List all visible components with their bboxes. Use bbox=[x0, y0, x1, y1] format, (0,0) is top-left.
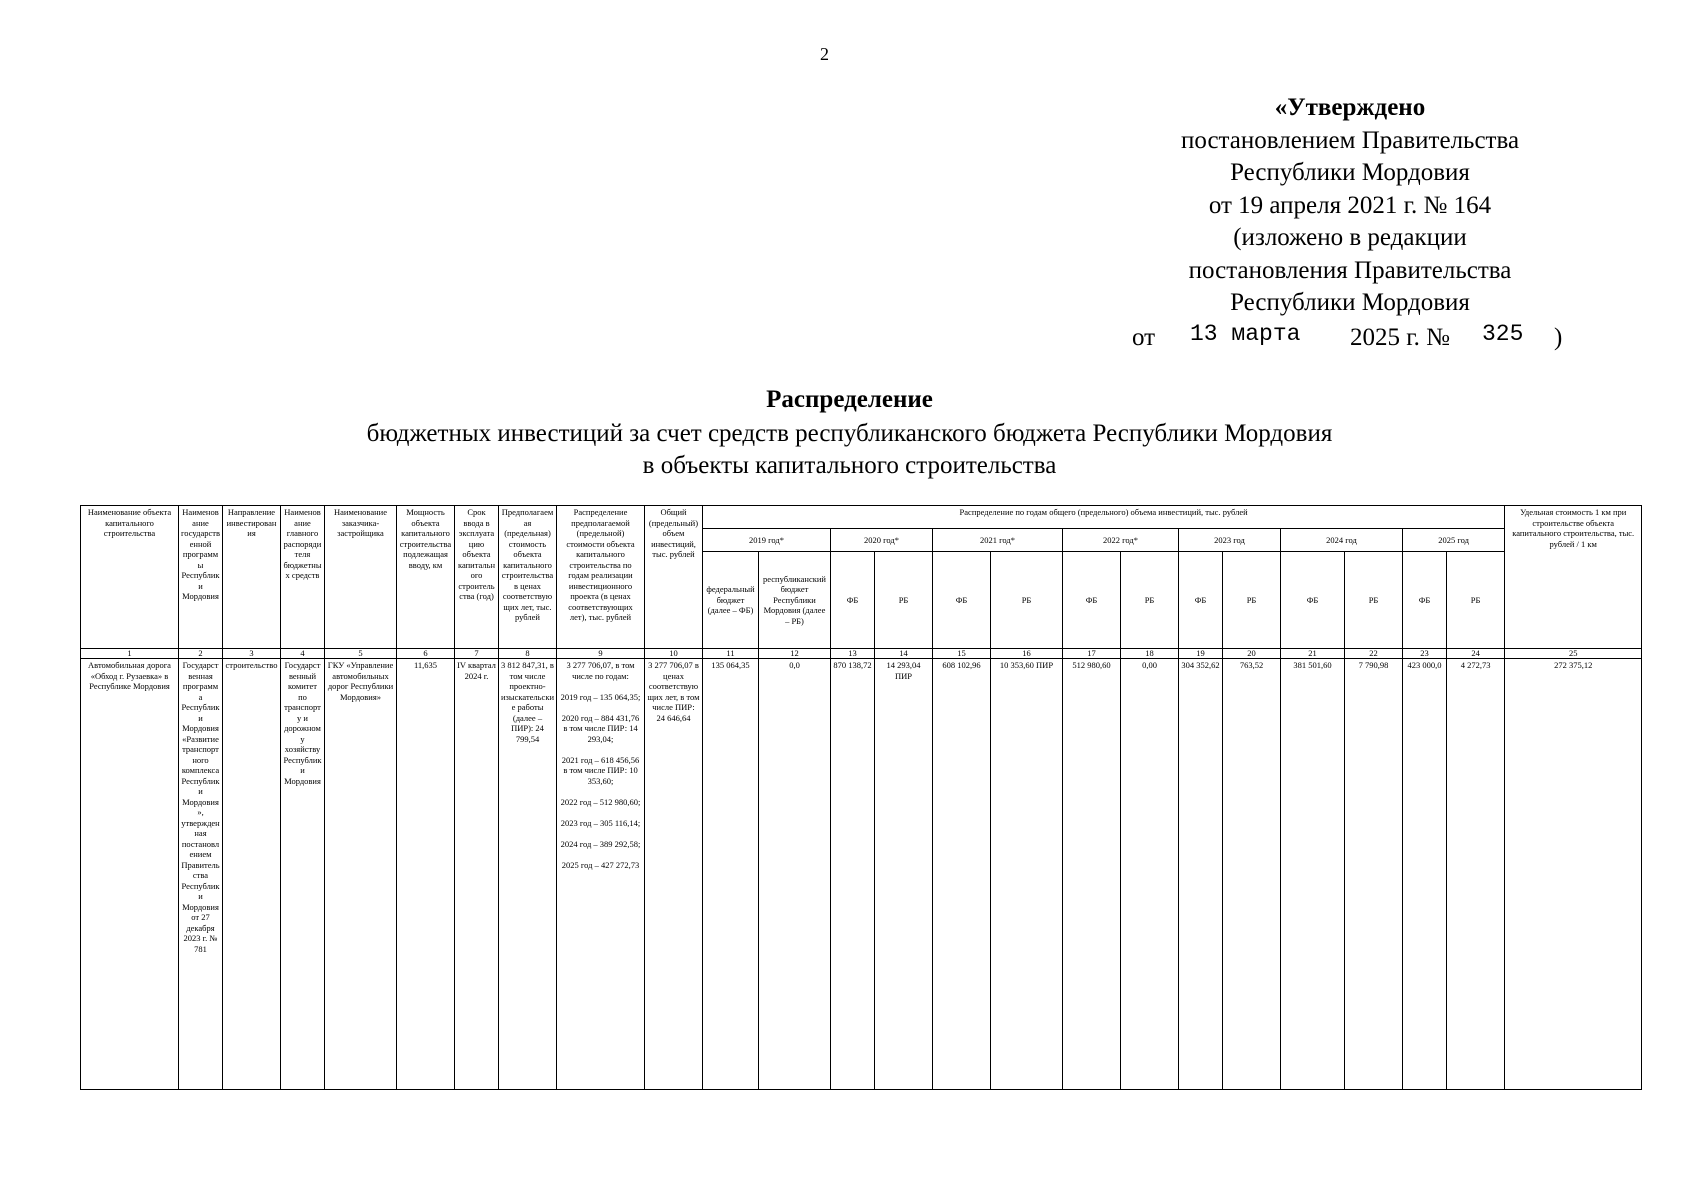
cell-fb-2019: 135 064,35 bbox=[703, 659, 759, 1090]
header-year-2024: 2024 год bbox=[1281, 529, 1403, 552]
header-rb-2022: РБ bbox=[1121, 552, 1179, 649]
column-number: 20 bbox=[1223, 649, 1281, 659]
cell-rb-2019: 0,0 bbox=[759, 659, 831, 1090]
approval-line-2: Республики Мордовия bbox=[1230, 159, 1470, 186]
header-commission-date: Срок ввода в эксплуатацию объекта капитального строительства (год) bbox=[455, 506, 499, 649]
header-year-2022: 2022 год* bbox=[1063, 529, 1179, 552]
column-number: 4 bbox=[281, 649, 325, 659]
column-number: 9 bbox=[557, 649, 645, 659]
column-number: 15 bbox=[933, 649, 991, 659]
column-number: 13 bbox=[831, 649, 875, 659]
column-number: 5 bbox=[325, 649, 397, 659]
date-close: ) bbox=[1554, 323, 1563, 351]
header-fb-2021: ФБ bbox=[933, 552, 991, 649]
header-year-2019: 2019 год* bbox=[703, 529, 831, 552]
document-title: Распределение bbox=[766, 386, 933, 413]
header-total-investment: Общий (предельный) объем инвестиций, тыс. рублей bbox=[645, 506, 703, 649]
header-manager: Наименование главного распорядителя бюджетных средств bbox=[281, 506, 325, 649]
approval-line-3: от 19 апреля 2021 г. № 164 bbox=[1208, 191, 1492, 219]
date-year: 2025 г. № bbox=[1350, 323, 1451, 351]
header-program: Наименование государственной программы Республики Мордовия bbox=[179, 506, 223, 649]
cell-object-name: Автомобильная дорога «Обход г. Рузаевка» в Республике Мордовия bbox=[81, 659, 179, 1090]
header-capacity: Мощность объекта капитального строительства подлежащая вводу, км bbox=[397, 506, 455, 649]
approval-line-1: постановлением Правительства bbox=[1180, 126, 1520, 154]
cell-commission-date: IV квартал 2024 г. bbox=[455, 659, 499, 1090]
cell-fb-2022: 512 980,60 bbox=[1063, 659, 1121, 1090]
header-fb-2023: ФБ bbox=[1179, 552, 1223, 649]
column-number: 24 bbox=[1447, 649, 1505, 659]
column-number: 6 bbox=[397, 649, 455, 659]
column-numbers-row bbox=[81, 649, 1642, 659]
header-direction: Направление инвестирования bbox=[223, 506, 281, 649]
column-number: 18 bbox=[1121, 649, 1179, 659]
header-rb-2021: РБ bbox=[991, 552, 1063, 649]
cell-rb-2020: 14 293,04 ПИР bbox=[875, 659, 933, 1090]
header-object-name: Наименование объекта капитального строительства bbox=[81, 506, 179, 649]
cell-rb-2025: 4 272,73 bbox=[1447, 659, 1505, 1090]
cell-fb-2024: 381 501,60 bbox=[1281, 659, 1345, 1090]
column-number: 17 bbox=[1063, 649, 1121, 659]
date-day-month: 13 марта bbox=[1190, 320, 1301, 347]
date-number: 325 bbox=[1482, 320, 1524, 347]
header-rb-2023: РБ bbox=[1223, 552, 1281, 649]
cell-fb-2025: 423 000,0 bbox=[1403, 659, 1447, 1090]
header-year-2023: 2023 год bbox=[1179, 529, 1281, 552]
header-year-2025: 2025 год bbox=[1403, 529, 1505, 552]
cell-fb-2021: 608 102,96 bbox=[933, 659, 991, 1090]
column-number: 2 bbox=[179, 649, 223, 659]
header-rb-2025: РБ bbox=[1447, 552, 1505, 649]
header-year-2020: 2020 год* bbox=[831, 529, 933, 552]
column-number: 23 bbox=[1403, 649, 1447, 659]
cell-direction: строительство bbox=[223, 659, 281, 1090]
column-number: 7 bbox=[455, 649, 499, 659]
header-cost-distribution: Распределение предполагаемой (предельной) стоимости объекта капитального строительства по годам реализации инвестиционного проекта (в ценах соответствующих лет), тыс. рублей bbox=[557, 506, 645, 649]
column-number: 22 bbox=[1345, 649, 1403, 659]
column-number: 21 bbox=[1281, 649, 1345, 659]
header-fb-2024: ФБ bbox=[1281, 552, 1345, 649]
cell-estimated-cost: 3 812 847,31, в том числе проектно-изыскательские работы (далее – ПИР): 24 799,54 bbox=[499, 659, 557, 1090]
approval-line-6: Республики Мордовия bbox=[1230, 289, 1470, 316]
cell-capacity: 11,635 bbox=[397, 659, 455, 1090]
cell-total-investment: 3 277 706,07 в ценах соответствующих лет, в том числе ПИР: 24 646,64 bbox=[645, 659, 703, 1090]
column-number: 3 bbox=[223, 649, 281, 659]
cell-customer: ГКУ «Управление автомобильных дорог Республики Мордовия» bbox=[325, 659, 397, 1090]
column-number: 25 bbox=[1505, 649, 1642, 659]
header-rb-2019: республиканский бюджет Республики Мордовия (далее – РБ) bbox=[759, 552, 831, 649]
column-number: 14 bbox=[875, 649, 933, 659]
header-rb-2020: РБ bbox=[875, 552, 933, 649]
approval-title: «Утверждено bbox=[1274, 94, 1426, 121]
header-estimated-cost: Предполагаемая (предельная) стоимость объекта капитального строительства в ценах соответствующих лет, тыс. рублей bbox=[499, 506, 557, 649]
header-fb-2025: ФБ bbox=[1403, 552, 1447, 649]
cell-fb-2023: 304 352,62 bbox=[1179, 659, 1223, 1090]
cell-rb-2021: 10 353,60 ПИР bbox=[991, 659, 1063, 1090]
header-customer: Наименование заказчика-застройщика bbox=[325, 506, 397, 649]
column-number: 12 bbox=[759, 649, 831, 659]
header-fb-2020: ФБ bbox=[831, 552, 875, 649]
cell-rb-2022: 0,00 bbox=[1121, 659, 1179, 1090]
column-number: 16 bbox=[991, 649, 1063, 659]
header-unit-cost: Удельная стоимость 1 км при строительстве объекта капитального строительства, тыс. рублей / 1 км bbox=[1505, 506, 1642, 649]
column-number: 11 bbox=[703, 649, 759, 659]
cell-rb-2023: 763,52 bbox=[1223, 659, 1281, 1090]
approval-line-5: постановления Правительства bbox=[1188, 256, 1512, 284]
table-row bbox=[81, 659, 1642, 1090]
cell-rb-2024: 7 790,98 bbox=[1345, 659, 1403, 1090]
cell-manager: Государственный комитет по транспорту и дорожному хозяйству Республики Мордовия bbox=[281, 659, 325, 1090]
header-rb-2024: РБ bbox=[1345, 552, 1403, 649]
approval-line-4: (изложено в редакции bbox=[1233, 224, 1467, 251]
page-number: 2 bbox=[820, 44, 829, 64]
cell-cost-distribution: 3 277 706,07, в том числе по годам: 2019 год – 135 064,35; 2020 год – 884 431,76 в том числе ПИР: 14 293,04; 2021 год – 618 456,56 в том числе ПИР: 10 353,60; 2022 год – 512 980,60; 2023 год – 305 116,14; 2024 год – 389 292,58; 2025 год – 427 272,73 bbox=[557, 659, 645, 1090]
cell-program: Государственная программа Республики Мордовия «Развитие транспортного комплекса Республики Мордовия», утвержденная постановлением Правительства Республики Мордовия от 27 декабря 2023 г. № 781 bbox=[179, 659, 223, 1090]
cell-unit-cost: 272 375,12 bbox=[1505, 659, 1642, 1090]
column-number: 19 bbox=[1179, 649, 1223, 659]
document-subtitle-2: в объекты капитального строительства bbox=[642, 452, 1057, 479]
cell-fb-2020: 870 138,72 bbox=[831, 659, 875, 1090]
column-number: 1 bbox=[81, 649, 179, 659]
date-prefix: от bbox=[1132, 323, 1156, 351]
investment-table bbox=[80, 505, 1642, 1090]
column-number: 10 bbox=[645, 649, 703, 659]
header-year-2021: 2021 год* bbox=[933, 529, 1063, 552]
header-distribution-by-years: Распределение по годам общего (предельного) объема инвестиций, тыс. рублей bbox=[703, 506, 1505, 529]
column-number: 8 bbox=[499, 649, 557, 659]
approval-date-line bbox=[1132, 320, 1563, 354]
header-fb-2019: федеральный бюджет (далее – ФБ) bbox=[703, 552, 759, 649]
header-fb-2022: ФБ bbox=[1063, 552, 1121, 649]
approval-block bbox=[1132, 92, 1563, 354]
document-subtitle-1: бюджетных инвестиций за счет средств республиканского бюджета Республики Мордовия bbox=[366, 420, 1333, 447]
